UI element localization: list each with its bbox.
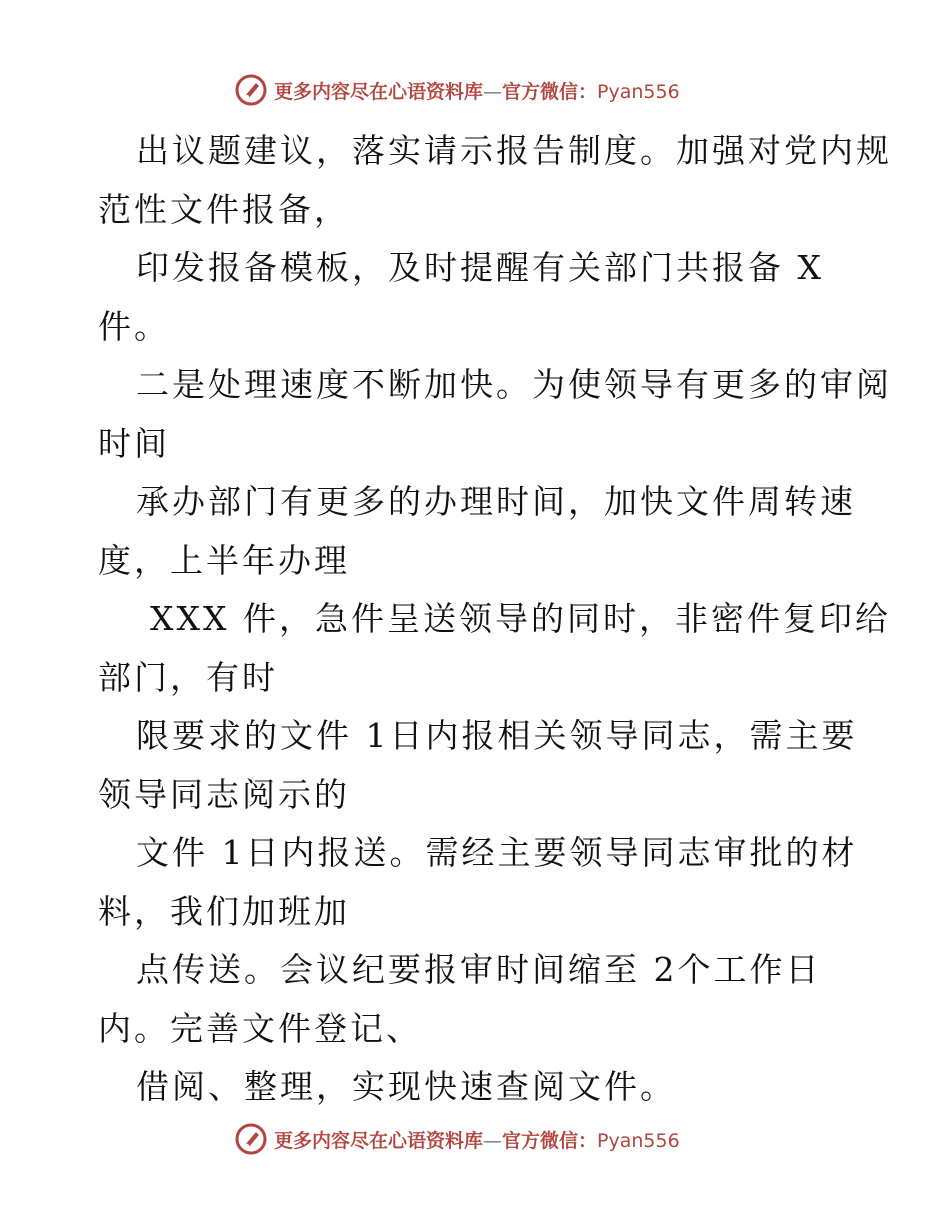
watermark-sep: — <box>483 1129 503 1152</box>
footer-watermark <box>234 1122 680 1156</box>
text-line: XXX 件，急件呈送领导的同时，非密件复印给 <box>150 599 891 638</box>
text-line: 印发报备模板，及时提醒有关部门共报备 X <box>136 248 824 287</box>
watermark-main: 更多内容尽在心语资料库 <box>274 80 484 103</box>
watermark-main: 更多内容尽在心语资料库 <box>274 1129 484 1152</box>
text-line: 承办部门有更多的办理时间，加快文件周转速 <box>136 482 856 521</box>
text-line: 出议题建议，落实请示报告制度。加强对党内规 <box>136 131 892 170</box>
watermark-wechat-label: 官方微信： <box>502 80 598 103</box>
watermark-sep: — <box>483 80 503 103</box>
text-line: 领导同志阅示的 <box>98 774 350 814</box>
document-body <box>98 122 892 1117</box>
header-watermark <box>234 73 680 107</box>
text-line: 借阅、整理，实现快速查阅文件。 <box>136 1067 676 1106</box>
text-line: 限要求的文件 1日内报相关领导同志，需主要 <box>136 716 858 755</box>
text-line: 件。 <box>98 306 170 346</box>
text-line: 时间 <box>98 423 170 463</box>
text-line: 度，上半年办理 <box>98 540 350 580</box>
text-line: 范性文件报备， <box>98 189 350 229</box>
text-line: 部门，有时 <box>98 657 278 697</box>
watermark-wechat-id: Pyan556 <box>597 1129 680 1152</box>
pen-nib-logo-icon <box>234 1122 268 1156</box>
text-line: 内。完善文件登记、 <box>98 1008 422 1048</box>
text-line: 文件 1日内报送。需经主要领导同志审批的材 <box>136 833 858 872</box>
watermark-wechat-id: Pyan556 <box>597 80 680 103</box>
text-line: 点传送。会议纪要报审时间缩至 2个工作日 <box>136 950 822 989</box>
pen-nib-logo-icon <box>234 73 268 107</box>
watermark-text <box>274 77 680 104</box>
text-line: 料，我们加班加 <box>98 891 350 931</box>
watermark-text <box>274 1126 680 1153</box>
watermark-wechat-label: 官方微信： <box>502 1129 598 1152</box>
text-line: 二是处理速度不断加快。为使领导有更多的审阅 <box>136 365 892 404</box>
